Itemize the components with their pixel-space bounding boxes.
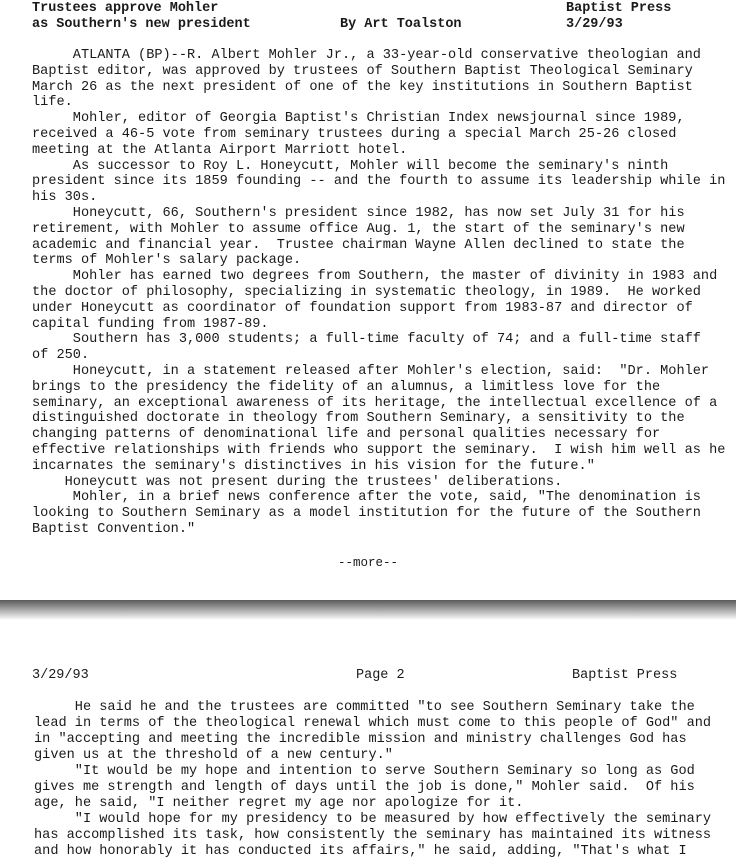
text-line: president since its 1859 founding -- and the fourth to assume its leadership while in (32, 174, 726, 190)
text-line: has accomplished its task, how consistently the seminary has maintained its witness (34, 828, 712, 843)
text-line: Baptist Convention." (32, 522, 196, 537)
text-line: given us at the threshold of a new century." (34, 748, 393, 763)
dateline: 3/29/93 (566, 17, 623, 32)
text-line: Southern has 3,000 students; a full-time faculty of 74; and a full-time staff (32, 332, 701, 348)
document-page-2 (0, 620, 736, 864)
text-line: "I would hope for my presidency to be measured by how effectively the seminary (34, 812, 712, 827)
text-line: meeting at the Atlanta Airport Marriott hotel. (32, 142, 408, 158)
text-line: distinguished doctorate in theology from Southern Seminary, a sensitivity to the (32, 411, 685, 427)
publication-name: Baptist Press (566, 1, 672, 16)
text-line: effective relationships with friends who support the seminary. I wish him well as he (32, 443, 726, 458)
text-line: academic and financial year. Trustee chairman Wayne Allen declined to state the (32, 237, 685, 253)
text-line: lead in terms of the theological renewal which must come to this people of God" and (34, 716, 712, 731)
text-line: of 250. (32, 348, 90, 364)
page2-publication: Baptist Press (572, 668, 678, 683)
text-line: March 26 as the next president of one of the key institutions in Southern Baptist (32, 79, 693, 95)
text-line: and how honorably it has conducted its affairs," he said, adding, "That's what I (34, 844, 687, 859)
text-line: in "accepting and meeting the incredible mission and ministry challenges God has (34, 732, 687, 747)
byline: By Art Toalston (340, 17, 462, 32)
headline-line-2: as Southern's new president (32, 17, 251, 32)
page-number: Page 2 (356, 668, 405, 683)
text-line: received a 46-5 vote from seminary trustees during a special March 25-26 closed (32, 127, 677, 142)
text-line: looking to Southern Seminary as a model institution for the future of the Southern (32, 506, 701, 522)
text-line: As successor to Roy L. Honeycutt, Mohler will become the seminary's ninth (32, 158, 669, 174)
text-line: Mohler, editor of Georgia Baptist's Christian Index newsjournal since 1989, (32, 111, 685, 127)
text-line: "It would be my hope and intention to serve Southern Seminary so long as God (34, 764, 695, 779)
text-line: under Honeycutt as coordinator of foundation support from 1983-87 and director of (32, 300, 693, 316)
text-line: Baptist editor, was approved by trustees of Southern Baptist Theological Seminary (32, 63, 693, 79)
continued-marker: --more-- (337, 556, 398, 570)
text-line: terms of Mohler's salary package. (32, 253, 302, 269)
text-line: incarnates the seminary's distinctives in his vision for the future." (32, 458, 595, 474)
text-line: Honeycutt, 66, Southern's president since 1982, has now set July 31 for his (32, 206, 685, 221)
text-line: life. (32, 95, 73, 111)
text-line: gives me strength and length of days until the job is done," Mohler said. Of his (34, 780, 695, 795)
text-line: seminary, an exceptional awareness of its heritage, the intellectual excellence of a (32, 395, 718, 411)
headline-line-1: Trustees approve Mohler (32, 1, 219, 16)
text-line: changing patterns of denominational life and personal qualities necessary for (32, 427, 661, 443)
text-line: capital funding from 1987-89. (32, 316, 269, 332)
text-line: Honeycutt was not present during the trustees' deliberations. (32, 474, 563, 490)
text-line: Mohler, in a brief news conference after the vote, said, "The denomination is (32, 490, 701, 506)
text-line: Mohler has earned two degrees from Southern, the master of divinity in 1983 and (32, 269, 718, 285)
page-break-divider (0, 600, 736, 620)
text-line: ATLANTA (BP)--R. Albert Mohler Jr., a 33-year-old conservative theologian and (32, 48, 701, 63)
text-line: brings to the presidency the fidelity of an alumnus, a limitless love for the (32, 379, 661, 395)
page2-date: 3/29/93 (32, 668, 89, 683)
text-line: He said he and the trustees are committed "to see Southern Seminary take the (34, 700, 695, 715)
text-line: his 30s. (32, 190, 98, 206)
text-line: the doctor of philosophy, specializing in systematic theology, in 1989. He worked (32, 285, 701, 300)
text-line: age, he said, "I neither regret my age nor apologize for it. (34, 796, 524, 811)
text-line: Honeycutt, in a statement released after Mohler's election, said: "Dr. Mohler (32, 364, 710, 379)
text-line: retirement, with Mohler to assume office Aug. 1, the start of the seminary's new (32, 221, 685, 237)
